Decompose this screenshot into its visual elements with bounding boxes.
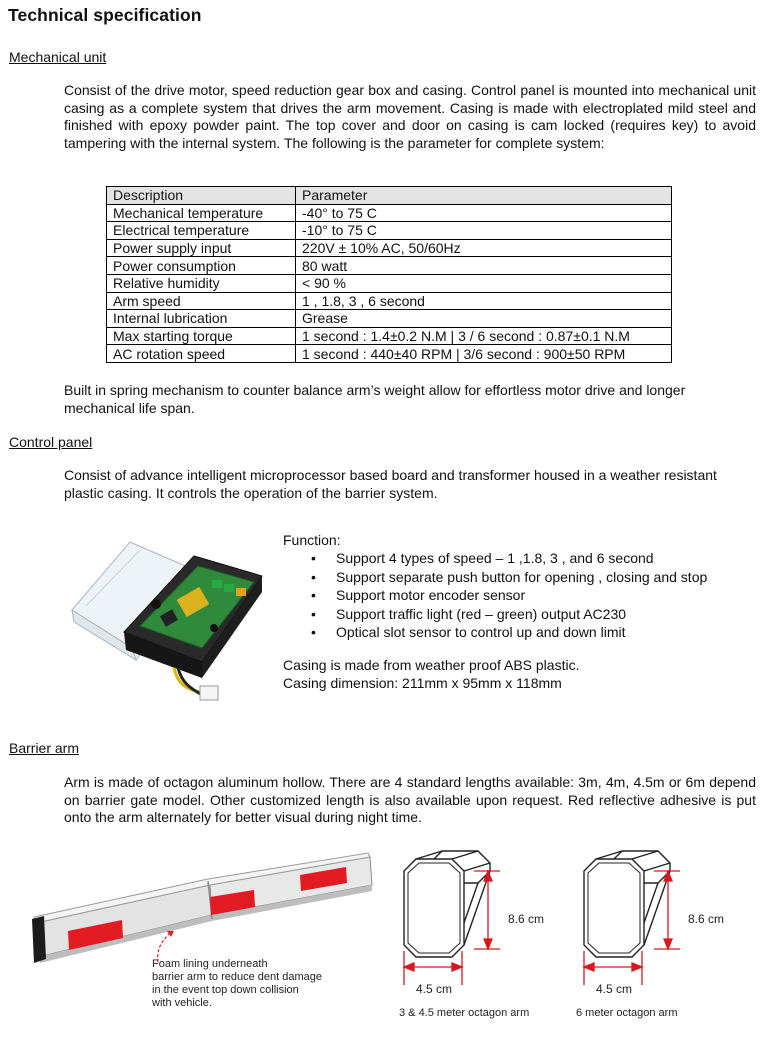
page-title: Technical specification [8,5,202,25]
control-panel-image [62,540,277,710]
foam-note-line-4: with vehicle. [152,997,212,1009]
row-description: Power supply input [107,239,296,257]
row-parameter: 1 , 1.8, 3 , 6 second [296,292,672,310]
row-description: Arm speed [107,292,296,310]
barrier-intro: Arm is made of octagon aluminum hollow. There are 4 standard lengths available: 3m, 4m, 4.5m or 6m depend on barrier gate model. Other customized length is also available upon request. Red reflective adhesive is put onto the arm alternately for better visual during night time. [64,774,756,825]
list-item: • Support 4 types of speed – 1 ,1.8, 3 , and 6 second [283,549,707,567]
row-parameter: 1 second : 440±40 RPM | 3/6 second : 900±50 RPM [296,345,672,363]
list-item: • Support traffic light (red – green) output AC230 [283,605,707,623]
barrier-arm-heading: Barrier arm [9,740,80,756]
foam-note-line-2: barrier arm to reduce dent damage [152,971,322,983]
row-description: Internal lubrication [107,310,296,328]
row-description: AC rotation speed [107,345,296,363]
height-label: 8.6 cm [508,912,545,926]
row-parameter: 1 second : 1.4±0.2 N.M | 3 / 6 second : 0.87±0.1 N.M [296,327,672,345]
list-item: • Optical slot sensor to control up and down limit [283,623,707,641]
barrier-arm-image [30,845,375,1035]
table-row [107,257,672,275]
control-panel-heading: Control panel [9,434,93,450]
list-item: • Support separate push button for opening , closing and stop [283,568,707,586]
parameter-table [106,186,672,363]
table-row [107,204,672,222]
header-description: Description [107,187,296,205]
table-row [107,327,672,345]
list-item: • Support motor encoder sensor [283,586,707,604]
table-row [107,239,672,257]
spring-mechanism-text: Built in spring mechanism to counter balance arm’s weight allow for effortless motor drive and longer mechanical life span. [64,382,686,416]
octagon-arm-diagram-3m [390,845,575,1025]
table-row [107,274,672,292]
height-label: 8.6 cm [688,912,725,926]
header-parameter: Parameter [296,187,672,205]
row-description: Max starting torque [107,327,296,345]
table-row [107,292,672,310]
mechanical-unit-heading: Mechanical unit [9,49,107,65]
table-header-row [107,187,672,205]
row-description: Electrical temperature [107,222,296,240]
casing-material: Casing is made from weather proof ABS plastic. [283,657,580,673]
control-intro: Consist of advance intelligent microprocessor based board and transformer housed in a weather resistant plastic casing. It controls the operation of the barrier system. [64,467,717,501]
row-parameter: < 90 % [296,274,672,292]
foam-note-line-1: Foam lining underneath [152,958,268,970]
row-parameter: -10° to 75 C [296,222,672,240]
row-description: Power consumption [107,257,296,275]
diagram-caption: 3 & 4.5 meter octagon arm [399,1007,530,1019]
function-label: Function: [283,532,341,548]
function-list-block [283,531,707,641]
row-parameter: 220V ± 10% AC, 50/60Hz [296,239,672,257]
row-description: Mechanical temperature [107,204,296,222]
foam-note-line-3: in the event top down collision [152,984,299,996]
width-label: 4.5 cm [416,982,453,996]
octagon-arm-diagram-6m [570,845,755,1025]
width-label: 4.5 cm [596,982,633,996]
table-row [107,222,672,240]
table-row [107,310,672,328]
function-list [283,549,707,641]
casing-dimension: Casing dimension: 211mm x 95mm x 118mm [283,674,562,691]
mechanical-intro: Consist of the drive motor, speed reduction gear box and casing. Control panel is mounted into mechanical unit casing as a complete system that drives the arm movement. Casing is made with electroplated mild steel and finished with epoxy powder paint. The top cover and door on casing is cam locked (requires key) to avoid tampering with the internal system. The following is the parameter for complete system: [64,82,756,151]
table-row [107,345,672,363]
row-parameter: -40° to 75 C [296,204,672,222]
diagram-caption: 6 meter octagon arm [576,1007,678,1019]
casing-info [283,657,579,692]
row-parameter: 80 watt [296,257,672,275]
row-parameter: Grease [296,310,672,328]
row-description: Relative humidity [107,274,296,292]
